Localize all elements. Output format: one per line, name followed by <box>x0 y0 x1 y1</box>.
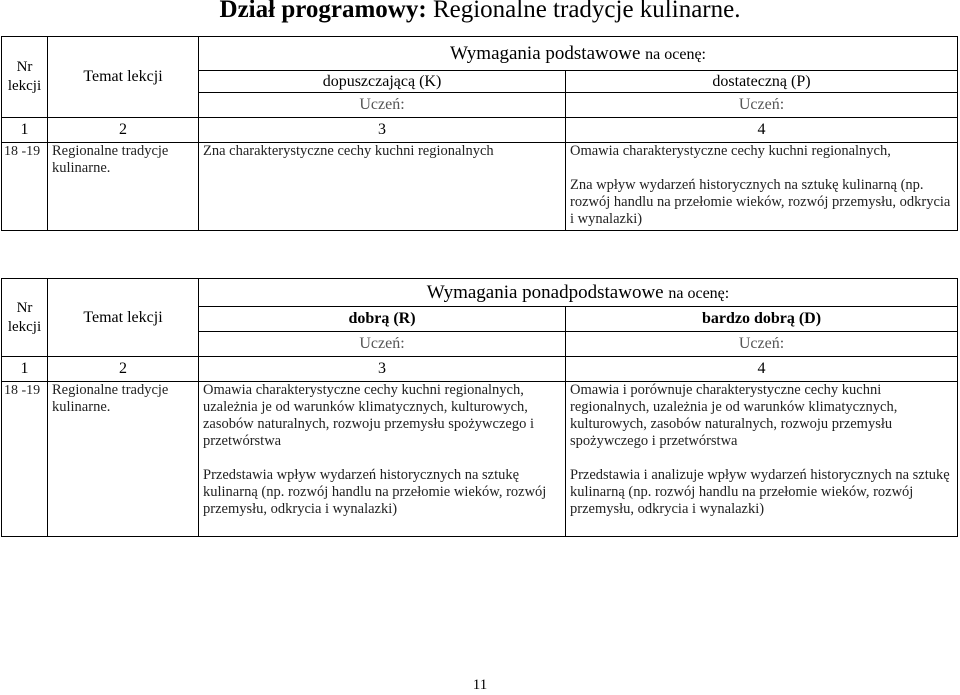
group-header <box>199 279 958 307</box>
group-header-main: Wymagania podstawowe <box>450 42 641 64</box>
column-number: 1 <box>2 357 48 382</box>
column-number: 3 <box>199 357 566 382</box>
lesson-topic: Regionalne tradycje kulinarne. <box>48 382 199 537</box>
temat-header: Temat lekcji <box>48 37 199 118</box>
uczen-label: Uczeń: <box>199 332 566 357</box>
requirement-r-para-2: Przedstawia wpływ wydarzeń historycznych na sztukę kulinarną (np. rozwój handlu na przełomie wieków, rozwój przemysłu, odkrycia i wynalazki) <box>203 467 547 517</box>
title-bold: Dział programowy: <box>219 0 427 23</box>
group-header-main: Wymagania ponadpodstawowe <box>426 281 664 303</box>
lesson-topic: Regionalne tradycje kulinarne. <box>48 143 199 231</box>
grade-header-p: dostateczną (P) <box>566 71 958 93</box>
column-number: 4 <box>566 118 958 143</box>
requirement-d-para-2: Przedstawia i analizuje wpływ wydarzeń historycznych na sztukę kulinarną (np. rozwój handlu na przełomie wieków, rozwój przemysłu, odkrycia i wynalazki) <box>570 467 950 517</box>
grade-header-k: dopuszczającą (K) <box>199 71 566 93</box>
requirement-p-para-1: Omawia charakterystyczne cechy kuchni regionalnych, <box>570 143 891 159</box>
requirements-table-extended <box>1 278 958 537</box>
column-number: 2 <box>48 118 199 143</box>
lesson-number: 18 -19 <box>2 143 48 231</box>
uczen-label: Uczeń: <box>566 93 958 118</box>
grade-header-d: bardzo dobrą (D) <box>566 307 958 332</box>
grade-header-r: dobrą (R) <box>199 307 566 332</box>
requirement-d <box>566 382 958 537</box>
uczen-label: Uczeń: <box>199 93 566 118</box>
column-number: 2 <box>48 357 199 382</box>
title-rest: Regionalne tradycje kulinarne. <box>432 0 741 23</box>
nr-header: Nr lekcji <box>2 37 48 118</box>
group-header-suffix: na ocenę: <box>668 284 730 302</box>
group-header <box>199 37 958 71</box>
lesson-number: 18 -19 <box>2 382 48 537</box>
column-number: 1 <box>2 118 48 143</box>
requirement-d-para-1: Omawia i porównuje charakterystyczne cechy kuchni regionalnych, uzależnia je od warunków klimatycznych, kulturowych, zasobów naturalnych, rozwoju przemysłu spożywczego i przetwórstwa <box>570 382 898 449</box>
temat-header: Temat lekcji <box>48 279 199 357</box>
page-title <box>0 0 960 23</box>
requirement-p <box>566 143 958 231</box>
page-number: 11 <box>472 677 488 693</box>
column-number: 3 <box>199 118 566 143</box>
requirement-p-para-2: Zna wpływ wydarzeń historycznych na sztukę kulinarną (np. rozwój handlu na przełomie wieków, rozwój przemysłu, odkrycia i wynalazki) <box>570 177 951 227</box>
requirement-r <box>199 382 566 537</box>
column-number: 4 <box>566 357 958 382</box>
requirement-r-para-1: Omawia charakterystyczne cechy kuchni regionalnych, uzależnia je od warunków klimatycznych, kulturowych, zasobów naturalnych, rozwoju przemysłu spożywczego i przetwórstwa <box>203 382 534 449</box>
group-header-suffix: na ocenę: <box>645 45 706 63</box>
nr-header: Nr lekcji <box>2 279 48 357</box>
requirements-table-basic <box>1 36 958 231</box>
requirement-k: Zna charakterystyczne cechy kuchni regionalnych <box>199 143 566 231</box>
uczen-label: Uczeń: <box>566 332 958 357</box>
